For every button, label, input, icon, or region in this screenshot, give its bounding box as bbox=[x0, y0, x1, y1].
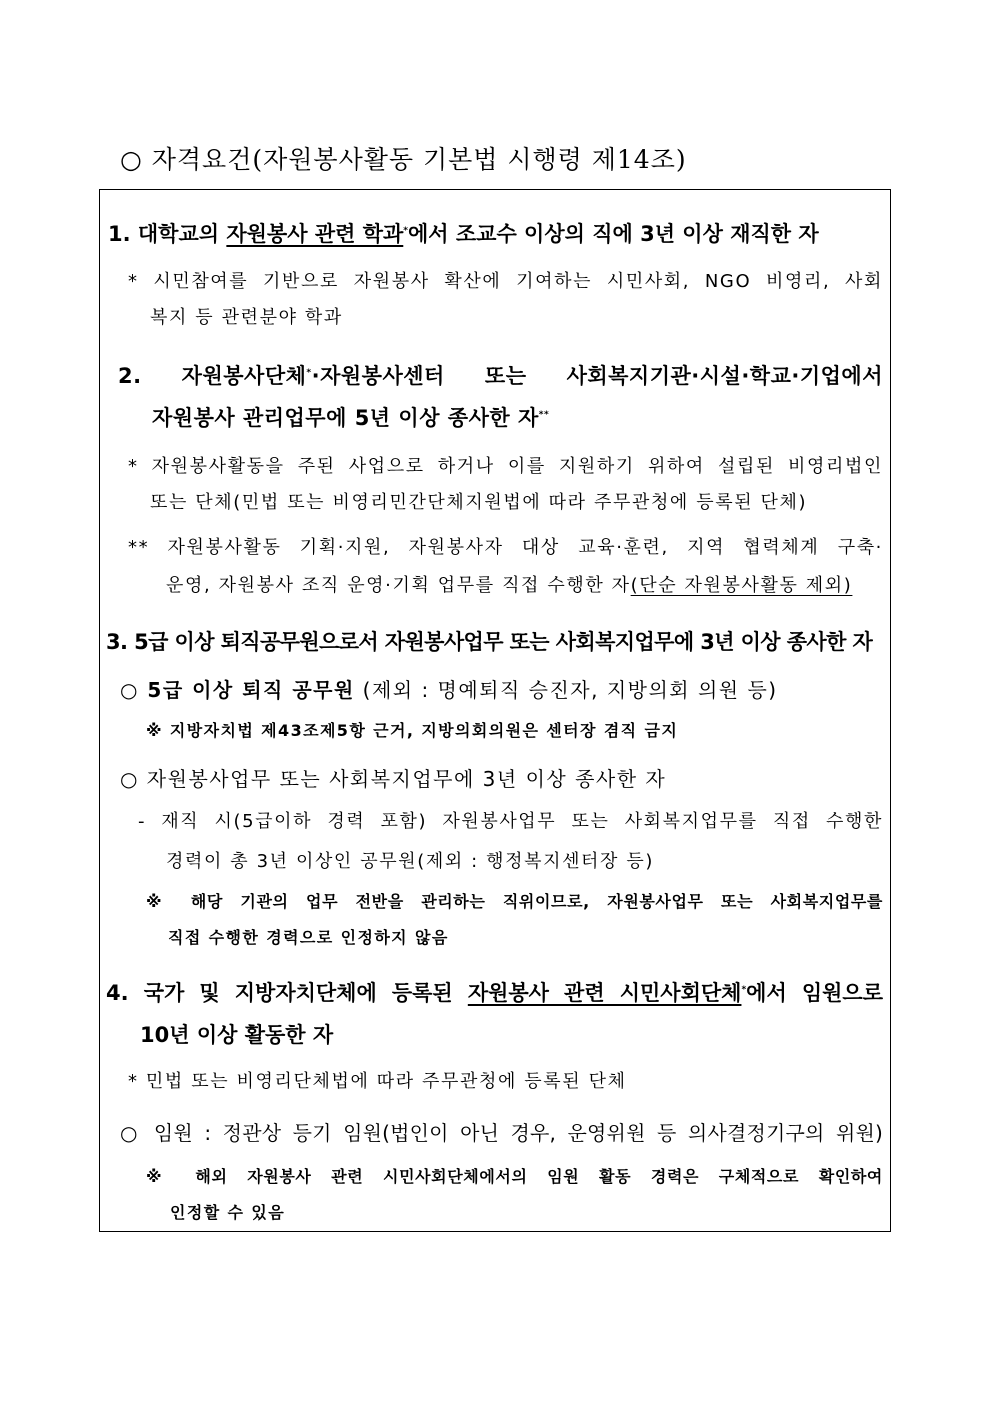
section-3-title: 3. 5급 이상 퇴직공무원으로서 자원봉사업무 또는 사회복지업무에 3년 이상 종사한 자 bbox=[106, 630, 873, 654]
section-2-note-1: * 자원봉사활동을 주된 사업으로 하거나 이를 지원하기 위하여 설립된 비영리법인 bbox=[128, 456, 883, 477]
section-2-title-cont: 자원봉사 관리업무에 5년 이상 종사한 자** bbox=[152, 406, 550, 430]
section-4-remark-cont: 인정할 수 있음 bbox=[170, 1203, 286, 1222]
section-4-title: 4. 국가 및 지방자치단체에 등록된 자원봉사 관련 시민사회단체*에서 임원으로 bbox=[106, 981, 883, 1005]
section-4-condition: ○ 임원 : 정관상 등기 임원(법인이 아닌 경우, 운영위원 등 의사결정기구의 위원) bbox=[120, 1121, 883, 1145]
section-3-condition-2: ○ 자원봉사업무 또는 사회복지업무에 3년 이상 종사한 자 bbox=[120, 767, 667, 791]
section-3-detail-cont: 경력이 총 3년 이상인 공무원(제외 : 행정복지센터장 등) bbox=[166, 851, 654, 872]
section-3-condition-1: ○ 5급 이상 퇴직 공무원 (제외 : 명예퇴직 승진자, 지방의회 의원 등) bbox=[120, 678, 778, 702]
requirements-box bbox=[99, 189, 891, 1232]
page-heading: ○ 자격요건(자원봉사활동 기본법 시행령 제14조) bbox=[120, 145, 687, 174]
section-1-note-cont: 복지 등 관련분야 학과 bbox=[150, 307, 343, 328]
section-2-note-2-cont: 운영, 자원봉사 조직 운영·기획 업무를 직접 수행한 자(단순 자원봉사활동 제외) bbox=[166, 575, 853, 596]
section-3-remark-1: ※ 지방자치법 제43조제5항 근거, 지방의회의원은 센터장 겸직 금지 bbox=[146, 721, 679, 740]
section-1-note: * 시민참여를 기반으로 자원봉사 확산에 기여하는 시민사회, NGO 비영리, 사회 bbox=[128, 271, 883, 292]
section-4-note: * 민법 또는 비영리단체법에 따라 주무관청에 등록된 단체 bbox=[128, 1071, 627, 1092]
section-2-note-2: ** 자원봉사활동 기획·지원, 자원봉사자 대상 교육·훈련, 지역 협력체계 구축· bbox=[128, 537, 883, 558]
section-4-title-cont: 10년 이상 활동한 자 bbox=[140, 1023, 334, 1047]
section-2-title: 2. 자원봉사단체*·자원봉사센터 또는 사회복지기관·시설·학교·기업에서 bbox=[118, 364, 883, 388]
section-1-title: 1. 대학교의 자원봉사 관련 학과*에서 조교수 이상의 직에 3년 이상 재직한 자 bbox=[108, 222, 819, 246]
section-4-remark: ※ 해외 자원봉사 관련 시민사회단체에서의 임원 활동 경력은 구체적으로 확인하여 bbox=[146, 1167, 883, 1186]
section-3-remark-2-cont: 직접 수행한 경력으로 인정하지 않음 bbox=[168, 928, 449, 947]
section-3-remark-2: ※ 해당 기관의 업무 전반을 관리하는 직위이므로, 자원봉사업무 또는 사회복지업무를 bbox=[146, 892, 883, 911]
section-3-detail: - 재직 시(5급이하 경력 포함) 자원봉사업무 또는 사회복지업무를 직접 수행한 bbox=[138, 811, 883, 832]
section-2-note-1-cont: 또는 단체(민법 또는 비영리민간단체지원법에 따라 주무관청에 등록된 단체) bbox=[150, 492, 808, 513]
